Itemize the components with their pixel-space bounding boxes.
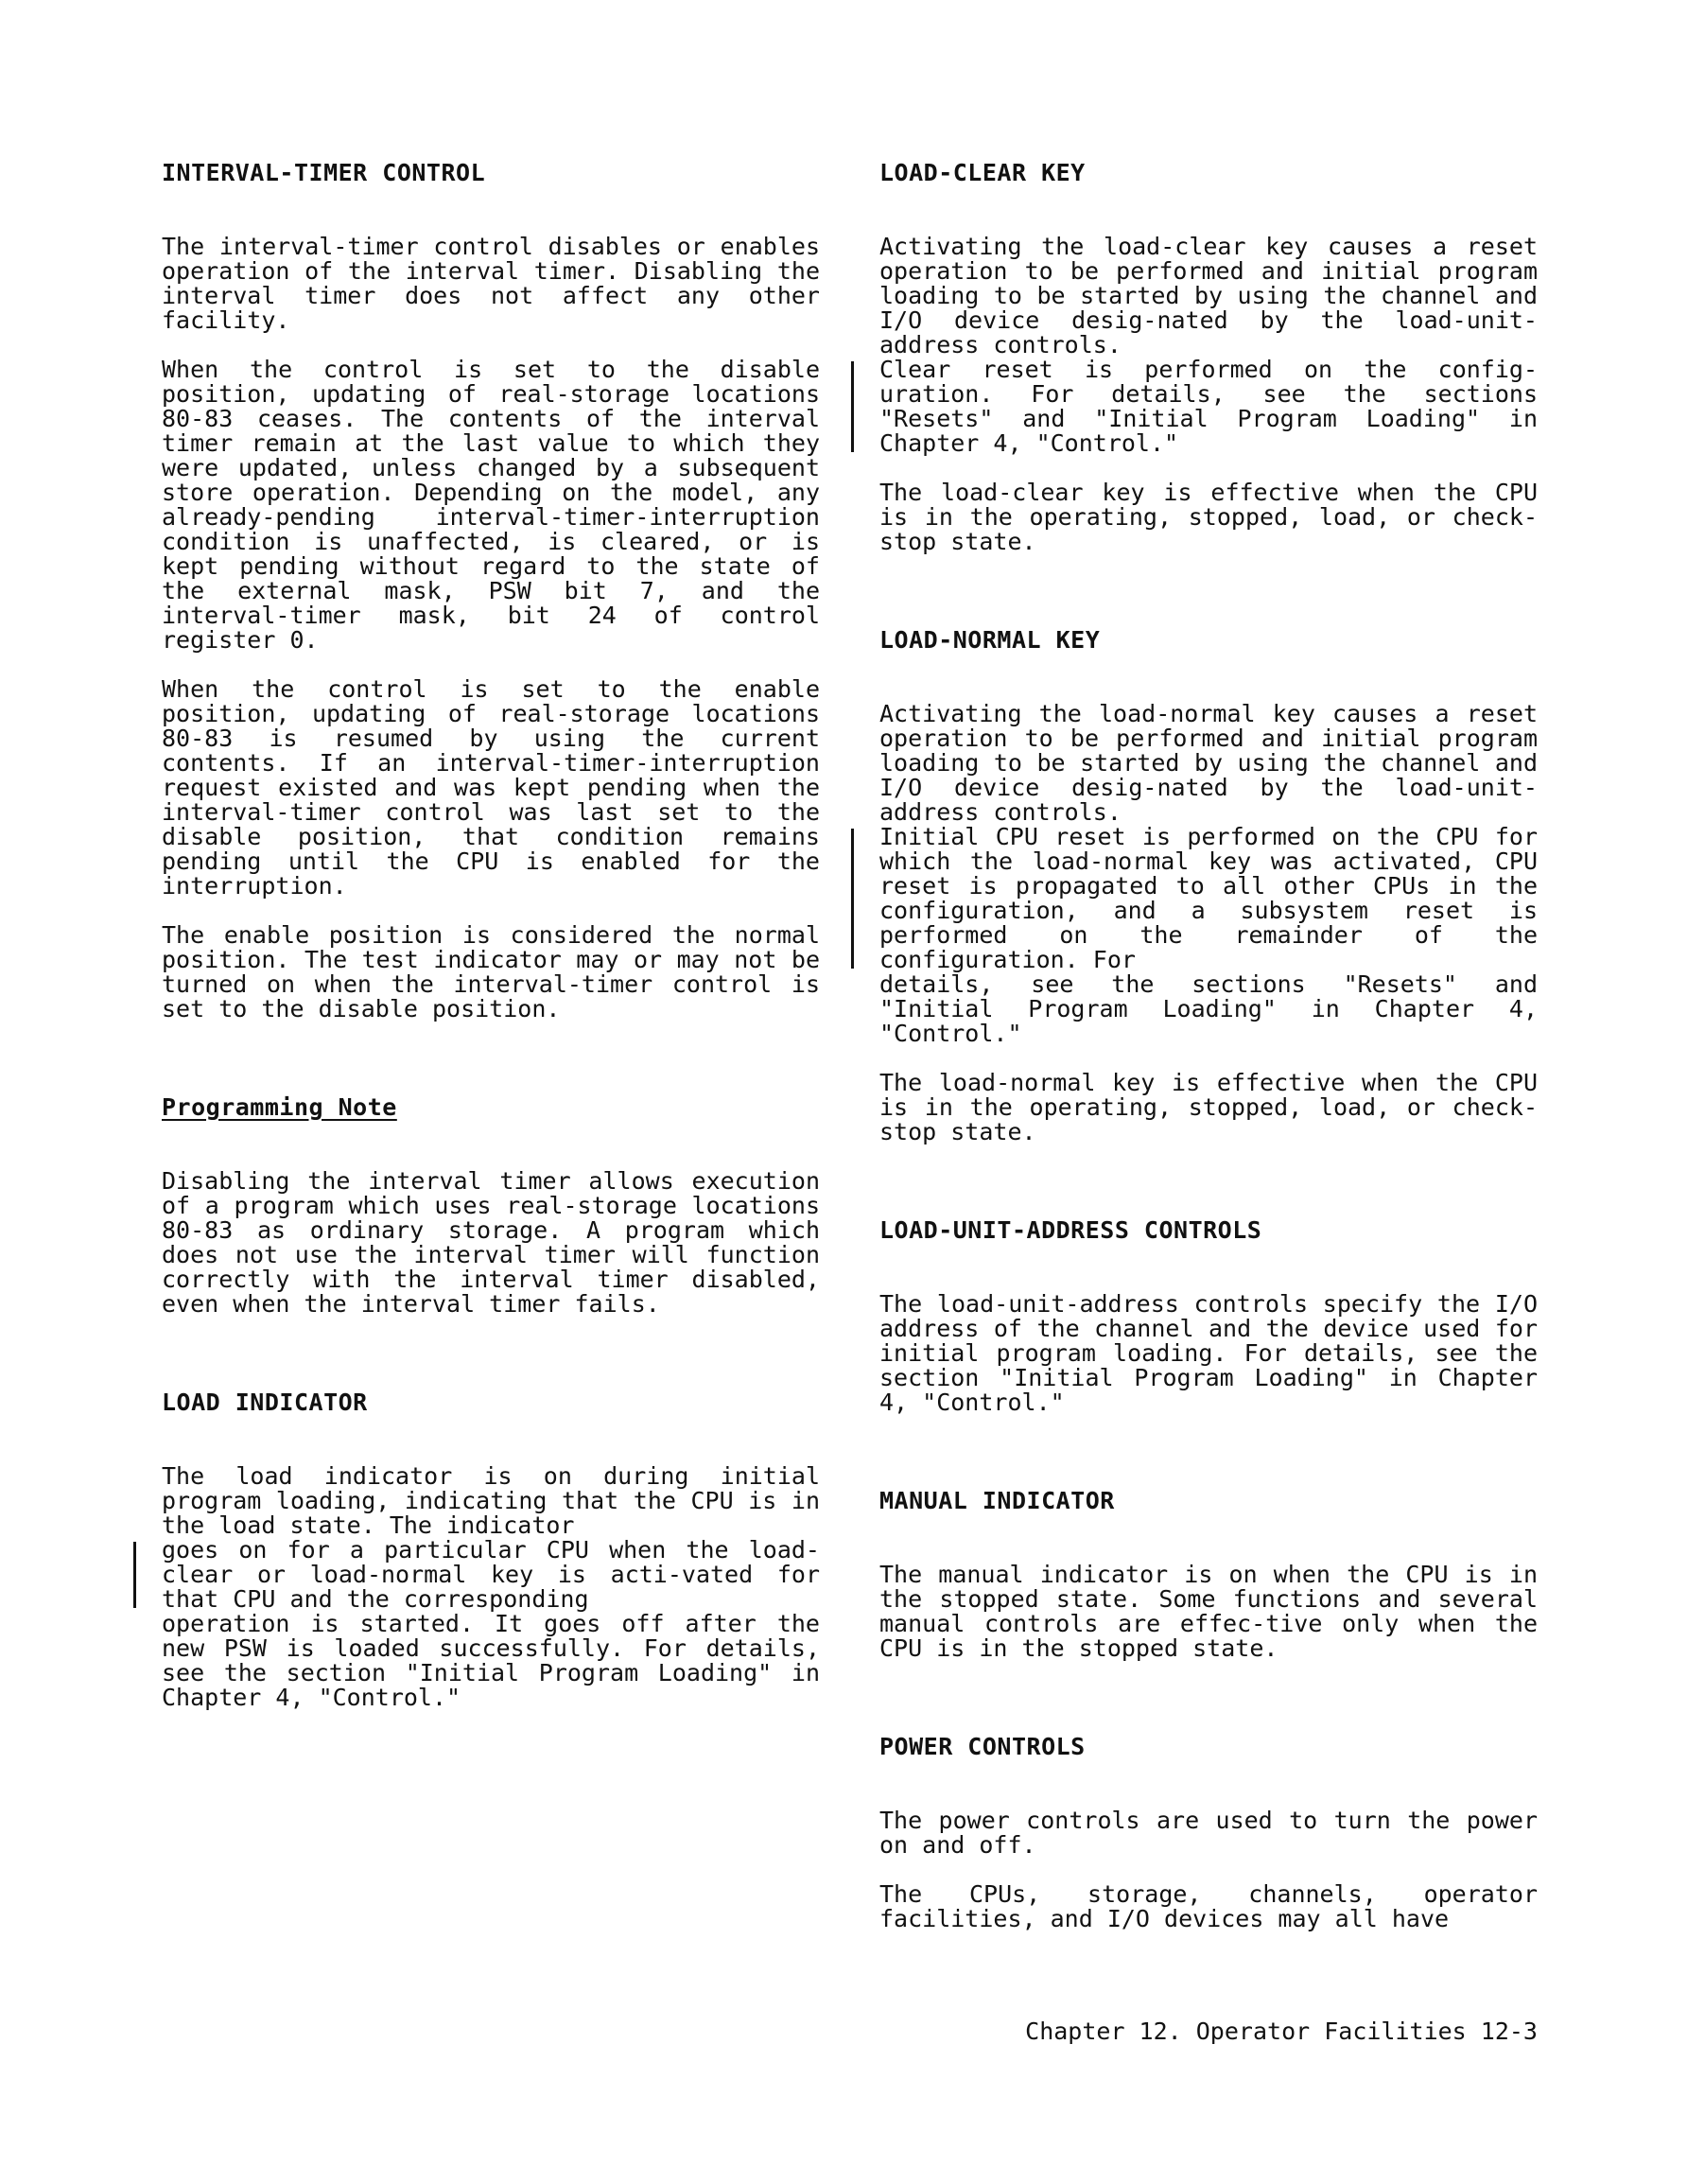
interval-timer-paragraph-3: When the control is set to the enable position, updating of real-storage locations 80-83 is resumed by using the current contents. If an interval-timer-interruption request existed and was kept pending when the interval-timer control was last set to the disable position, that condition remains pending until the CPU is enabled for the interruption. bbox=[162, 675, 820, 900]
load-normal-paragraph-part-3: details, see the sections "Resets" and "Initial Program Loading" in Chapter 4, "Control." bbox=[879, 970, 1538, 1047]
power-controls-paragraph-1: The power controls are used to turn the power on and off. bbox=[879, 1807, 1538, 1859]
heading-programming-note: Programming Note bbox=[162, 1093, 397, 1121]
heading-interval-timer-control: INTERVAL-TIMER CONTROL bbox=[162, 159, 486, 186]
heading-power-controls: POWER CONTROLS bbox=[879, 1733, 1086, 1760]
load-clear-paragraph-part-1: Activating the load-clear key causes a reset operation to be performed and initial program loading to be started by using the channel and I/O device desig-nated by the load-unit-address controls. bbox=[879, 233, 1538, 358]
load-indicator-paragraph-part-1: The load indicator is on during initial program loading, indicating that the CPU is in the load state. The indicator bbox=[162, 1462, 820, 1539]
manual-indicator-paragraph: The manual indicator is on when the CPU is in the stopped state. Some functions and several manual controls are effec-tive only when the CPU is in the stopped state. bbox=[879, 1561, 1538, 1662]
heading-load-clear-key: LOAD-CLEAR KEY bbox=[879, 159, 1086, 186]
programming-note-paragraph: Disabling the interval timer allows execution of a program which uses real-storage locations 80-83 as ordinary storage. A program which does not use the interval timer will function correctly with the interval timer disabled, even when the interval timer fails. bbox=[162, 1167, 820, 1318]
interval-timer-paragraph-4: The enable position is considered the normal position. The test indicator may or may not be turned on when the interval-timer control is set to the disable position. bbox=[162, 921, 820, 1022]
power-controls-paragraph-2: The CPUs, storage, channels, operator facilities, and I/O devices may all have bbox=[879, 1880, 1538, 1932]
load-normal-paragraph-part-1: Activating the load-normal key causes a reset operation to be performed and initial program loading to be started by using the channel and I/O device desig-nated by the load-unit-address controls. bbox=[879, 700, 1538, 826]
load-clear-paragraph-2: The load-clear key is effective when the CPU is in the operating, stopped, load, or check-stop state. bbox=[879, 479, 1538, 555]
heading-load-indicator: LOAD INDICATOR bbox=[162, 1389, 368, 1416]
load-unit-address-paragraph: The load-unit-address controls specify the I/O address of the channel and the device used for initial program loading. For details, see the section "Initial Program Loading" in Chapter 4, "Control." bbox=[879, 1290, 1538, 1416]
interval-timer-paragraph-2: When the control is set to the disable position, updating of real-storage locations 80-83 ceases. The contents of the interval timer remain at the last value to which they were updated, unless changed by a subsequent store operation. Depending on the model, any already-pending interval-timer-interruption condition is unaffected, is cleared, or is kept pending without regard to the state of the external mask, PSW bit 7, and the interval-timer mask, bit 24 of control register 0. bbox=[162, 356, 820, 654]
heading-load-unit-address-controls: LOAD-UNIT-ADDRESS CONTROLS bbox=[879, 1216, 1262, 1244]
load-normal-paragraph-2: The load-normal key is effective when the CPU is in the operating, stopped, load, or check-stop state. bbox=[879, 1069, 1538, 1145]
load-normal-paragraph-part-2-revised: Initial CPU reset is performed on the CPU for which the load-normal key was activated, CPU reset is propagated to all other CPUs in the configuration, and a subsystem reset is performed on the remainder of the configuration. For bbox=[879, 823, 1538, 973]
interval-timer-paragraph-1: The interval-timer control disables or enables operation of the interval timer. Disabling the interval timer does not affect any other facility. bbox=[162, 233, 820, 334]
load-clear-paragraph-part-2-revised: Clear reset is performed on the config-uration. For details, see the sections "Resets" and "Initial Program Loading" in Chapter 4, "Control." bbox=[879, 356, 1538, 457]
left-column bbox=[162, 161, 820, 1710]
page-footer: Chapter 12. Operator Facilities 12-3 bbox=[1025, 2018, 1538, 2045]
heading-load-normal-key: LOAD-NORMAL KEY bbox=[879, 626, 1101, 654]
heading-manual-indicator: MANUAL INDICATOR bbox=[879, 1487, 1115, 1514]
load-indicator-paragraph-part-2-revised: goes on for a particular CPU when the load-clear or load-normal key is acti-vated for that CPU and the corresponding bbox=[162, 1536, 820, 1613]
load-indicator-paragraph-part-3: operation is started. It goes off after the new PSW is loaded successfully. For details, see the section "Initial Program Loading" in Chapter 4, "Control." bbox=[162, 1610, 820, 1711]
right-column bbox=[879, 161, 1538, 1931]
